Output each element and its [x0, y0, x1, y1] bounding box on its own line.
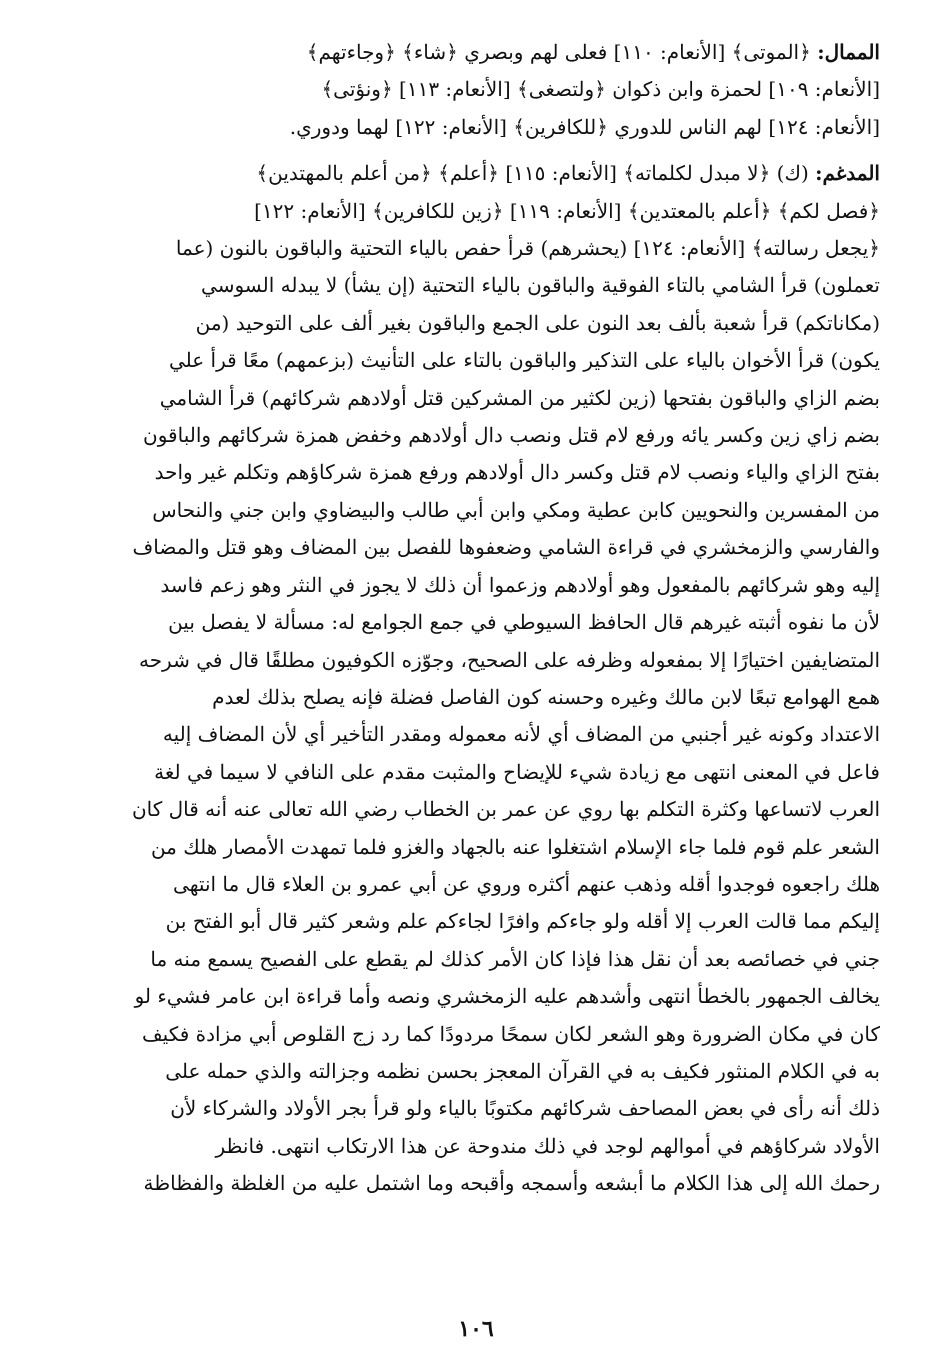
text-line: لأن ما نفوه أثبته غيرهم قال الحافظ السيوطي في جمع الجوامع له: مسألة لا يفصل بين [168, 610, 880, 635]
text-line: بضم زاي زين وكسر يائه ورفع لام قتل ونصب دال أولادهم وخفض همزة شركائهم والباقون [143, 423, 880, 448]
text-line [70, 155, 880, 192]
text-line: همع الهوامع تبعًا لابن مالك وغيره وحسنه كون الفاصل فضلة فإنه يصلح بذلك لعدم [212, 684, 880, 709]
text-line: بضم الزاي والباقون بفتحها (زين لكثير من المشركين قتل أولادهم شركائهم) قرأ الشامي [159, 385, 880, 410]
section-label: الممال: [817, 40, 880, 64]
paragraph-mumal [70, 34, 880, 146]
text-line: به في الكلام المنثور فكيف به في القرآن المعجز بحسن نظمه وجزالته والذي حمله على [165, 1058, 880, 1083]
text-line: الشعر علم قوم فلما جاء الإسلام اشتغلوا عنه بالجهاد والغزو فلما تمهدت الأمصار هلك من [150, 834, 880, 859]
text-line: يكون) قرأ الأخوان بالياء على التذكير والباقون بالتاء على التأنيث (بزعمهم) معًا قرأ علي [168, 348, 880, 373]
text-line: [الأنعام: ١٢٤] لهم الناس للدوري ﴿للكافرين﴾ [الأنعام: ١٢٢] لهما ودوري. [289, 114, 880, 139]
text-line: (مكاناتكم) قرأ شعبة بألف بعد النون على الجمع والباقون بغير ألف على التوحيد (من [195, 310, 880, 335]
text-line: رحمك الله إلى هذا الكلام ما أبشعه وأسمجه وأقبحه وما اشتمل عليه من الغلظة والفظاظة [143, 1171, 880, 1196]
text-line: فاعل في المعنى انتهى مع زيادة شيء للإيضاح والمثبت مقدم على النافي لا سيما في لغة [154, 759, 880, 784]
text-line: والفارسي والزمخشري في قراءة الشامي وضعفوها للفصل بين المضاف وهو قتل والمضاف [132, 535, 880, 560]
text-line: جني في خصائصه بعد أن نقل هذا فإذا كان الأمر كذلك لم يقطع على الفصيح يسمع منه ما [150, 946, 880, 971]
text-line: من المفسرين والنحويين كابن عطية ومكي وابن أبي طالب والبيضاوي وابن جني والنحاس [152, 497, 880, 522]
text-line: ذلك أنه رأى في بعض المصاحف شركائهم مكتوبًا بالياء ولو قرأ بجر الأولاد والشركاء لأن [170, 1096, 880, 1121]
text-line: إليكم مما قالت العرب إلا أقله ولو جاءكم وافرًا لجاءكم علم وشعر كثير قال أبو الفتح بن [165, 909, 880, 934]
text-line: كان في مكان الضرورة وهو الشعر لكان سمحًا مردودًا كما رد زج القلوص أبي مزادة فكيف [141, 1021, 880, 1046]
page-number: ١٠٦ [458, 1316, 494, 1342]
text-line: يخالف الجمهور بالخطأ انتهى وأشدهم عليه الزمخشري ونصه وأما قراءة ابن عامر فشيء لو [134, 984, 880, 1009]
text-line: هلك راجعوه فوجدوا أقله وذهب عنهم أكثره وروي عن أبي عمرو بن العلاء قال ما انتهى [173, 871, 880, 896]
text-line: إليه وهو شركائهم بالمفعول وهو أولادهم وزعموا أن ذلك لا يجوز في النثر وهو زعم فاسد [160, 572, 880, 597]
line-text: ﴿الموتى﴾ [الأنعام: ١١٠] فعلى لهم وبصري ﴿شاء﴾ ﴿وجاءتهم﴾ [306, 40, 811, 64]
paragraph-mudgham [70, 155, 880, 1202]
text-line: بفتح الزاي والياء ونصب لام قتل وكسر دال أولادهم ورفع همزة شركاؤهم وتكلم غير واحد [154, 460, 880, 485]
page-body [70, 34, 880, 1203]
text-line: [الأنعام: ١٠٩] لحمزة وابن ذكوان ﴿ولتصغى﴾ [الأنعام: ١١٣] ﴿ونؤتى﴾ [321, 77, 880, 102]
text-line: ﴿فصل لكم﴾ ﴿أعلم بالمعتدين﴾ [الأنعام: ١١٩] ﴿زين للكافرين﴾ [الأنعام: ١٢٢] [254, 198, 880, 223]
text-line: الأولاد شركاؤهم في أموالهم لوجد في ذلك مندوحة عن هذا الارتكاب انتهى. فانظر [215, 1133, 880, 1158]
text-line: تعملون) قرأ الشامي بالتاء الفوقية والباقون بالياء التحتية (إن يشأ) لا يبدله السوسي [201, 273, 880, 298]
line-text: (ك) ﴿لا مبدل لكلماته﴾ [الأنعام: ١١٥] ﴿أعلم﴾ ﴿من أعلم بالمهتدين﴾ [256, 161, 809, 186]
text-line: الاعتداد وكونه غير أجنبي من المضاف أي لأنه معموله ومقدر التأخير أي لأن المضاف إليه [162, 722, 880, 747]
section-label: المدغم: [815, 161, 880, 186]
text-line: ﴿يجعل رسالته﴾ [الأنعام: ١٢٤] (يحشرهم) قرأ حفص بالياء التحتية والباقون بالنون (عما [175, 236, 880, 261]
text-line: المتضايفين اختيارًا إلا بمفعوله وظرفه على الصحيح، وجوّزه الكوفيون مطلقًا قال في شرحه [138, 647, 880, 672]
text-line [70, 34, 880, 71]
text-line: العرب لاتساعها وكثرة التكلم بها روي عن عمر بن الخطاب رضي الله تعالى عنه أنه قال كان [131, 797, 880, 822]
